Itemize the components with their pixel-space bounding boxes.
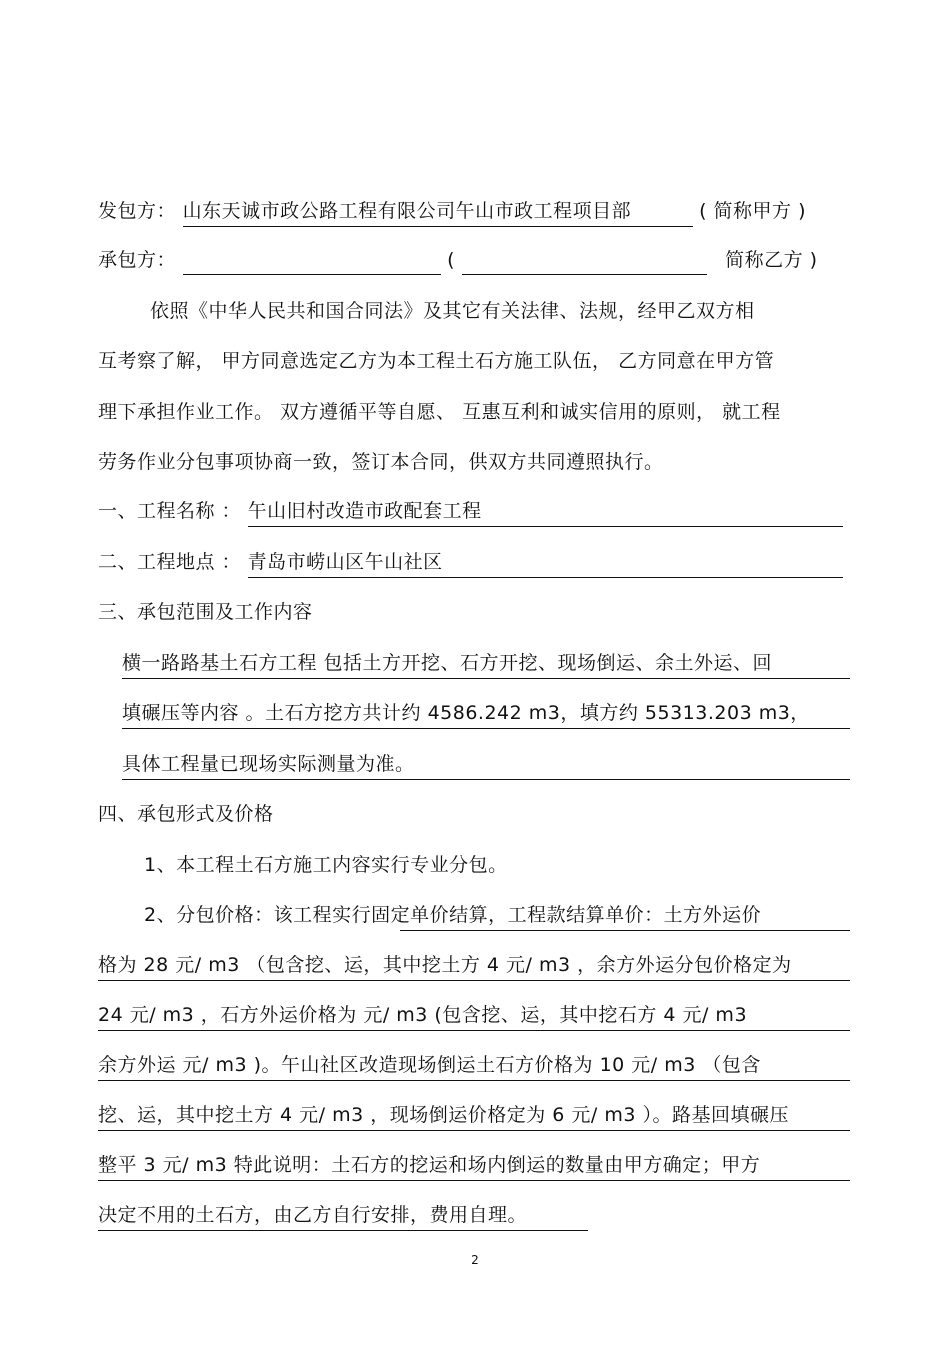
price-item-2-line-5: 挖、运，其中挖土方 4 元/ m3 ，现场倒运价格定为 6 元/ m3 ）。路基回填碾压 bbox=[98, 1100, 850, 1131]
price-item-2-line-4: 余方外运 元/ m3 )。午山社区改造现场倒运土石方价格为 10 元/ m3 （包含 bbox=[98, 1050, 850, 1081]
contractor-short-blank bbox=[462, 250, 707, 275]
employer-name: 山东天诚市政公路工程有限公司午山市政工程项目部 bbox=[183, 196, 693, 227]
price-item-2-line-7-text: 决定不用的土石方，由乙方自行安排，费用自理。 bbox=[98, 1200, 588, 1231]
scope-line-1: 横一路路基土石方工程 包括土方开挖、石方开挖、现场倒运、余土外运、回 bbox=[122, 648, 850, 679]
contractor-line bbox=[98, 245, 850, 275]
scope-heading: 三、承包范围及工作内容 bbox=[98, 601, 313, 623]
preamble-line-4: 劳务作业分包事项协商一致，签订本合同，供双方共同遵照执行。 bbox=[98, 451, 664, 473]
price-item-2-line-2: 格为 28 元/ m3 （包含挖、运，其中挖土方 4 元/ m3 ，余方外运分包价格定为 bbox=[98, 950, 850, 981]
price-item-2-line-1: 2、分包价格：该工程实行固定单价结算，工程款结算单价：土方外运价 bbox=[144, 904, 762, 926]
contractor-paren-open: ( bbox=[447, 249, 456, 271]
employer-line bbox=[98, 196, 850, 226]
price-item-2-underline bbox=[400, 908, 850, 931]
project-location-label: 二、工程地点 ： bbox=[98, 551, 242, 573]
contractor-label: 承包方： bbox=[98, 249, 177, 271]
project-location-value: 青岛市崂山区午山社区 bbox=[248, 547, 843, 578]
project-name-line bbox=[98, 496, 850, 526]
project-name-value: 午山旧村改造市政配套工程 bbox=[248, 496, 843, 527]
preamble-line-2: 互考察了解， 甲方同意选定乙方为本工程土石方施工队伍， 乙方同意在甲方管 bbox=[98, 350, 775, 372]
contractor-name-blank bbox=[183, 250, 441, 275]
price-item-2-line-6: 整平 3 元/ m3 特此说明：土石方的挖运和场内倒运的数量由甲方确定；甲方 bbox=[98, 1150, 850, 1181]
preamble-line-3: 理下承担作业工作。 双方遵循平等自愿、 互惠互利和诚实信用的原则， 就工程 bbox=[98, 401, 781, 423]
project-name-label: 一、工程名称 ： bbox=[98, 500, 242, 522]
price-item-1: 1、本工程土石方施工内容实行专业分包。 bbox=[144, 854, 508, 876]
price-item-2-line-3: 24 元/ m3 ，石方外运价格为 元/ m3 (包含挖、运，其中挖石方 4 元/ m3 bbox=[98, 1000, 850, 1031]
contractor-short: 简称乙方 ) bbox=[725, 249, 818, 271]
page-number: 2 bbox=[471, 1253, 479, 1267]
preamble-line-1: 依照《中华人民共和国合同法》及其它有关法律、法规，经甲乙双方相 bbox=[150, 300, 755, 322]
employer-label: 发包方： bbox=[98, 200, 177, 222]
scope-line-2: 填碾压等内容 。土石方挖方共计约 4586.242 m3，填方约 55313.203 m3， bbox=[122, 698, 850, 729]
project-location-line bbox=[98, 547, 850, 577]
employer-short: ( 简称甲方 ) bbox=[699, 200, 807, 222]
price-heading: 四、承包形式及价格 bbox=[98, 803, 274, 825]
scope-line-3: 具体工程量已现场实际测量为准。 bbox=[122, 749, 850, 780]
price-item-2-line-7 bbox=[98, 1200, 850, 1230]
